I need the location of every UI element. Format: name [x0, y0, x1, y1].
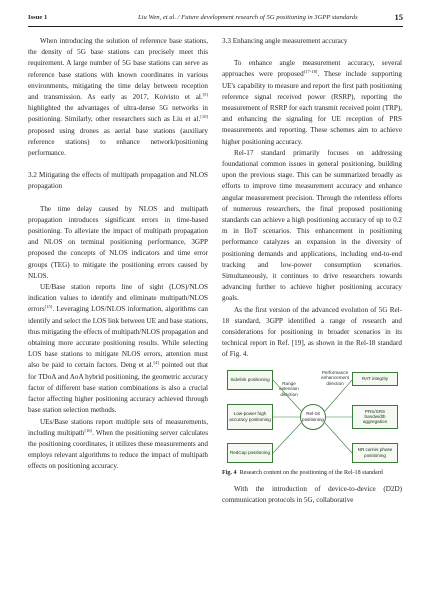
- range-extension-label: Range extension direction: [279, 380, 299, 397]
- citation: [5]: [202, 92, 208, 98]
- citation: [15]: [44, 304, 53, 310]
- page-header: [28, 12, 403, 26]
- prs-srs-aggregation-box: PRS/SRS bandwidth aggregation: [352, 405, 398, 429]
- section-heading-3-2: 3.2 Mitigating the effects of multipath propagation and NLOS propagation: [28, 171, 208, 191]
- paragraph: UE/Base station reports line of sight (LOS)/NLOS indication values to identify and eliminate multipath/NLOS errors[15]. Leveraging LOS/NLOS information, algorithms can identify and select the LOS link between UE and base stations, thus mitigating the effects of multipath/NLOS propagation and obtaining more accurate positioning results. While selecting LOS base stations to mitigate NLOS errors, attention must also be paid to certain factors. Deng et al.[4] pointed out that for TDoA and AoA hybrid positioning, the geometric accuracy factor of different base station combinations is also a crucial factor affecting higher positioning accuracy achieved through base station selection methods.: [28, 283, 208, 415]
- sidelink-positioning-box: Sidelink positioning: [227, 370, 273, 390]
- page-number: 15: [394, 12, 403, 22]
- redcap-positioning-box: RedCap positioning: [227, 443, 273, 463]
- figure-4-diagram: [225, 367, 400, 467]
- figure-caption: Fig. 4 Research content on the positioning of the Rel-18 standard: [222, 469, 383, 476]
- section-heading-3-3: 3.3 Enhancing angle measurement accuracy: [222, 37, 348, 45]
- paragraph: UEs/Base stations report multiple sets of measurements, including multipath[16]. When the positioning server calculates the positioning coordinates, it utilizes these measurements and employs relevant algorithms to reduce the impact of multipath effects on positioning accuracy.: [28, 417, 208, 471]
- citation: [4]: [153, 360, 159, 366]
- low-power-positioning-box: Low-power high accuracy positioning: [227, 404, 273, 430]
- paragraph: With the introduction of device-to-device (D2D) communication protocols in 5G, collaborative: [222, 484, 402, 504]
- paragraph: As the first version of the advanced evolution of 5G Rel-18 standard, 3GPP identified a range of research and considerations for positioning in broader scenarios in its technical report in Ref. [19], as shown in the Rel-18 standard of Fig. 4.: [222, 305, 402, 359]
- running-title: Liu Wen, et al. / Future development research of 5G positioning in 3GPP standards: [138, 14, 358, 21]
- citation: [10]: [200, 114, 208, 120]
- rel-18-positioning-node: Rel-18 positioning: [300, 404, 326, 430]
- performance-enhancement-label: Performance enhancement direction: [321, 369, 349, 386]
- citation: [17-18]: [303, 69, 318, 75]
- issue-label: Issue 1: [28, 14, 48, 21]
- right-column: [222, 36, 402, 506]
- citation: [16]: [84, 427, 93, 433]
- header-rule: [28, 26, 403, 27]
- nr-carrier-phase-box: NR carrier phase positioning: [352, 443, 398, 463]
- paragraph: To enhance angle measurement accuracy, several approaches were proposed[17-18]. These include supporting UE's capability to measure and report the first path positioning reference signal received power (RSRP), reporting the measurement of RSRP for each transmit received point (TRP), and enhancing the signaling for UE reception of PRS measurements and reporting. These schemes aim to achieve higher positioning accuracy.: [222, 59, 402, 146]
- paragraph: When introducing the solution of reference base stations, the density of 5G base stations can precisely meet this requirement. A large number of 5G base stations can serve as reference base stations with known coordinates in various environments, mitigating the time delay between reception and transmission. As early as 2017, Koivisto et al.[5] highlighted the advantages of ultra-dense 5G networks in positioning. Similarly, other researchers such as Liu et al.[10] proposed using drones as aerial base stations (auxiliary reference stations) to enhance network/positioning performance.: [28, 37, 208, 158]
- paragraph: Rel-17 standard primarily focuses on addressing foundational common issues in general positioning, building upon the previous stage. This can be summarized broadly as efforts to improve time measurement accuracy and enhance angular measurement precision. Through the relentless efforts of numerous researchers, the final proposed positioning standards can achieve a high positioning accuracy of up to 0.2 m in IIoT scenarios. This enhancement in positioning performance catalyzes an expansion in the diversity of positioning demands and applications, including end-to-end tracking and low-power consumption scenarios. Simultaneously, it continues to drive researchers towards advancing further to achieve higher positioning accuracy goals.: [222, 148, 402, 303]
- left-column: [28, 36, 208, 473]
- paragraph: The time delay caused by NLOS and multipath propagation introduces significant errors in time-based positioning. To alleviate the impact of multipath propagation and NLOS on terminal positioning performance, 3GPP proposed the concepts of NLOS indicators and time error groups (TEG) to mitigate the positioning errors caused by NLOS.: [28, 204, 208, 280]
- rat-integrity-box: RAT integrity: [352, 372, 398, 386]
